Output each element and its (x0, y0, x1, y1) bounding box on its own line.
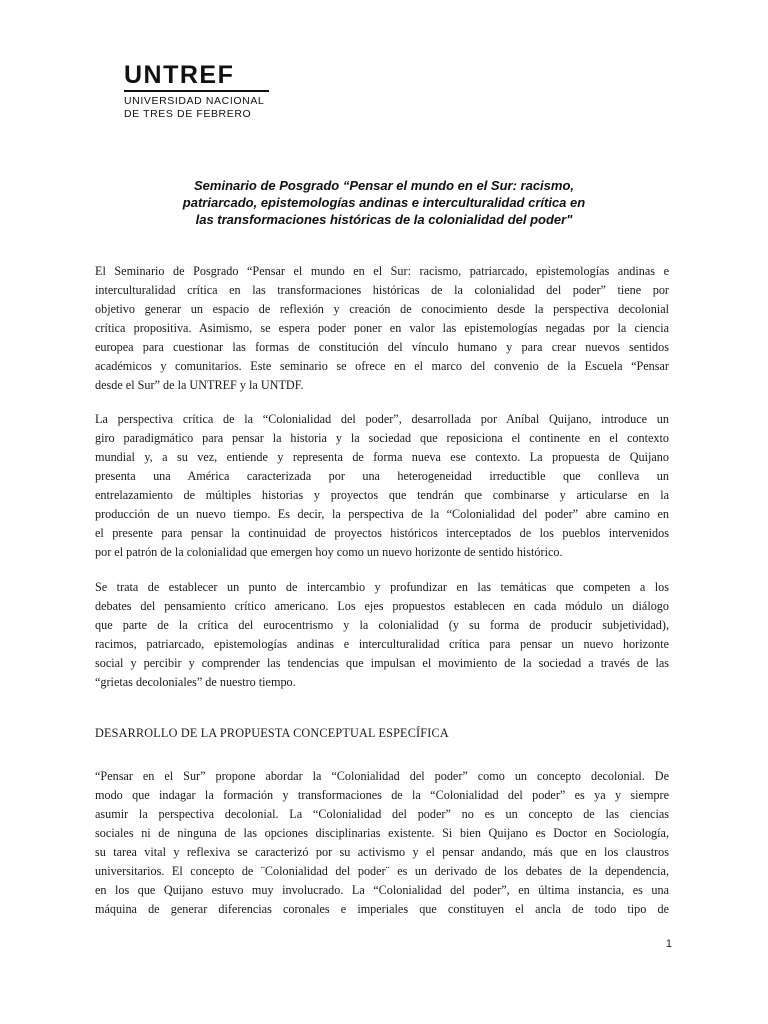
paragraph-line: sociales ni de ninguna de las opciones disciplinarias existente. Si bien Quijano es Doctor en Sociología, (95, 826, 669, 840)
paragraph-body (95, 262, 669, 395)
paragraph-line: que parte de la crítica del eurocentrismo y la colonialidad (y su forma de producir subjetividad), (95, 618, 669, 632)
paragraph-line: Se trata de establecer un punto de intercambio y profundizar en las temáticas que competen a los (95, 580, 669, 594)
logo-wordmark: UNTREF (124, 61, 235, 89)
paragraph-pensar-en-el-sur (95, 767, 669, 919)
paragraph-line: social y percibir y comprender las tendencias que impulsan el movimiento de la sociedad a través de las (95, 656, 669, 670)
paragraph-line: asumir la perspectiva decolonial. La “Colonialidad del poder” no es un concepto de las ciencias (95, 807, 669, 821)
paragraph-line: El Seminario de Posgrado “Pensar el mundo en el Sur: racismo, patriarcado, epistemologías andinas e (95, 264, 669, 278)
paragraph-colonialidad (95, 410, 669, 562)
paragraph-line: su tarea vital y reflexiva se caracterizó por su activismo y el pensar andando, más que en los claustros (95, 845, 669, 859)
logo-rule (124, 90, 269, 92)
paragraph-line: máquina de generar diferencias coronales e imperiales que constituyen el ancla de todo tipo de (95, 902, 669, 916)
paragraph-intro (95, 262, 669, 395)
paragraph-line: debates del pensamiento crítico americano. Los ejes propuestos establecen en cada módulo un diálogo (95, 599, 669, 613)
paragraph-line: interculturalidad crítica en las transformaciones históricas de la colonialidad del poder” tiene por (95, 283, 669, 297)
paragraph-body (95, 767, 669, 919)
title-line: Seminario de Posgrado “Pensar el mundo en el Sur: racismo, (194, 178, 574, 193)
paragraph-line: en los que Quijano estuvo muy involucrado. La “Colonialidad del poder”, en última instancia, es una (95, 883, 669, 897)
paragraph-line: presenta una América caracterizada por una heterogeneidad irreductible que conlleva un (95, 469, 669, 483)
paragraph-line: mundial y, a su vez, entiende y representa de forma nueva ese contexto. La propuesta de Quijano (95, 450, 669, 464)
paragraph-line: objetivo generar un espacio de reflexión y creación de conocimiento desde la perspectiva decolonial (95, 302, 669, 316)
paragraph-line: racimos, patriarcado, epistemologías andinas e interculturalidad crítica para pensar un nuevo horizonte (95, 637, 669, 651)
paragraph-line: europea para cuestionar las formas de constitución del vínculo humano y para crear nuevos sentidos (95, 340, 669, 354)
title-line: patriarcado, epistemologías andinas e interculturalidad crítica en (182, 195, 586, 210)
paragraph-line: giro paradigmático para pensar la historia y la sociedad que reposiciona el continente en el contexto (95, 431, 669, 445)
paragraph-line: modo que indagar la formación y transformaciones de la “Colonialidad del poder” es ya y siempre (95, 788, 669, 802)
paragraph-line: crítica propositiva. Asimismo, se espera poder poner en valor las epistemologías negadas por la ciencia (95, 321, 669, 335)
logo-subtitle-line-1: UNIVERSIDAD NACIONAL (124, 95, 265, 107)
paragraph-body (95, 410, 669, 562)
paragraph-line: entrelazamiento de múltiples historias y proyectos que tendrán que combinarse y articularse en la (95, 488, 669, 502)
logo-subtitle-line-2: DE TRES DE FEBRERO (124, 108, 252, 120)
paragraph-line: académicos y comunitarios. Este seminario se ofrece en el marco del convenio de la Escuela “Pensar (95, 359, 669, 373)
paragraph-line: desde el Sur” de la UNTREF y la UNTDF. (95, 378, 304, 392)
paragraph-line: “grietas decoloniales” de nuestro tiempo. (95, 675, 296, 689)
paragraph-line: el presente para pensar la continuidad de proyectos históricos interceptados de los pueblos intervenidos (95, 526, 669, 540)
section-heading: DESARROLLO DE LA PROPUESTA CONCEPTUAL ESPECÍFICA (95, 726, 449, 740)
paragraph-line: por el patrón de la colonialidad que emergen hoy como un nuevo horizonte de sentido histórico. (95, 545, 563, 559)
paragraph-line: universitarios. El concepto de ¨Colonialidad del poder¨ es un derivado de los debates de la dependencia, (95, 864, 669, 878)
paragraph-body (95, 578, 669, 692)
page-number: 1 (665, 938, 672, 950)
paragraph-line: producción de un nuevo tiempo. Es decir, la perspectiva de la “Colonialidad del poder” abre camino en (95, 507, 669, 521)
paragraph-line: “Pensar en el Sur” propone abordar la “Colonialidad del poder” como un concepto decolonial. De (95, 769, 669, 783)
paragraph-line: La perspectiva crítica de la “Colonialidad del poder”, desarrollada por Aníbal Quijano, introduce un (95, 412, 669, 426)
title-line: las transformaciones históricas de la colonialidad del poder" (195, 212, 573, 227)
paragraph-intercambio (95, 578, 669, 692)
untref-logo (124, 62, 269, 121)
document-title (100, 177, 668, 228)
